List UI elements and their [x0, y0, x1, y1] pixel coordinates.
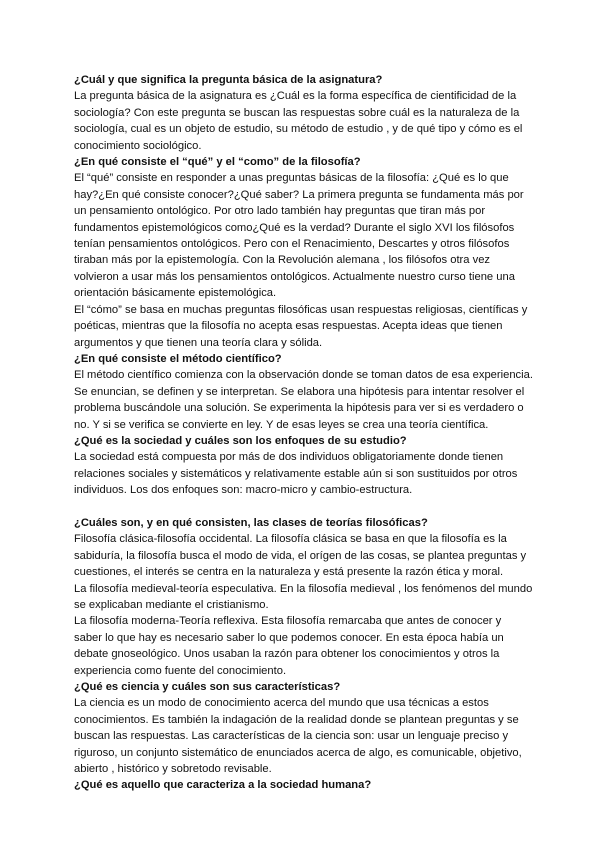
answer-line: poéticas, mientras que la filosofía no acepta esas respuestas. Acepta ideas que tienen	[74, 320, 503, 333]
question-heading: ¿En qué consiste el método científico?	[74, 352, 282, 365]
question-heading: ¿Cuáles son, y en qué consisten, las clases de teorías filosóficas?	[74, 516, 428, 529]
answer-line: un pensamiento ontológico. Por otro lado también hay preguntas que tiran más por	[74, 205, 486, 218]
question-heading: ¿Qué es la sociedad y cuáles son los enfoques de su estudio?	[74, 434, 407, 447]
answer-line: relaciones sociales y sistemáticos y relativamente estable aún si son sustituidos por otros	[74, 467, 518, 480]
answer-line: hay?¿En qué consiste conocer?¿Qué saber? La primera pregunta se fundamenta más por	[74, 188, 524, 201]
question-heading: ¿Qué es ciencia y cuáles son sus características?	[74, 681, 341, 694]
question-heading: ¿Cuál y que significa la pregunta básica de la asignatura?	[74, 74, 383, 86]
answer-line: Filosofía clásica-filosofía occidental. La filosofía clásica se basa en que la filosofía es la	[74, 533, 507, 546]
answer-line: volvieron a usar más los pensamientos ontológicos. Actualmente nuestro curso tiene una	[74, 270, 515, 283]
answer-line: tiraban más por la epistemología. Con la Revolución alemana , los filósofos otra vez	[74, 254, 491, 267]
answer-line: buscan las respuestas. Las características de la ciencia son: usar un lenguaje preciso y	[74, 730, 509, 743]
answer-line: La filosofía medieval-teoría especulativa. En la filosofía medieval , los fenómenos del mundo	[74, 582, 533, 595]
answer-line: La sociedad está compuesta por más de dos individuos obligatoriamente donde tienen	[74, 451, 504, 464]
answer-line: riguroso, un conjunto sistemático de enunciados acerca de algo, es comunicable, objetivo,	[74, 746, 522, 759]
answer-line: saber lo que hay es necesario saber lo que podemos conocer. En esta época había un	[74, 631, 504, 644]
answer-line: orientación básicamente epistemológica.	[74, 287, 277, 300]
answer-line: experiencia como fuente del conocimiento.	[74, 664, 287, 677]
answer-line: El “qué” consiste en responder a unas preguntas básicas de la filosofía: ¿Qué es lo que	[74, 172, 509, 185]
answer-line: Se enuncian, se definen y se interpretan. Se elabora una hipótesis para intentar resolver el	[74, 385, 525, 398]
answer-line: no. Y si se verifica se convierte en ley. Y de esas leyes se crea una teoría científica.	[74, 418, 489, 431]
answer-line: conocimiento sociológico.	[74, 139, 202, 152]
answer-line: El “cómo” se basa en muchas preguntas filosóficas usan respuestas religiosas, científicas y	[74, 303, 528, 316]
answer-line: La pregunta básica de la asignatura es ¿Cuál es la forma específica de cientificidad de la	[74, 90, 517, 103]
answer-line: sabiduría, la filosofía busca el modo de vida, el orígen de las cosas, se plantea preguntas y	[74, 549, 527, 562]
document-body	[74, 72, 534, 794]
answer-line: argumentos y que tienen una teoría clara y sólida.	[74, 336, 323, 349]
answer-line: cuestiones, el interés se centra en la naturaleza y está presente la razón ética y moral.	[74, 566, 504, 579]
answer-line: individuos. Los dos enfoques son: macro-micro y cambio-estructura.	[74, 484, 413, 497]
question-heading: ¿En qué consiste el “qué” y el “como” de la filosofía?	[74, 156, 361, 169]
answer-line: se explicaban mediante el cristianismo.	[74, 598, 269, 611]
answer-line: conocimientos. Es también la indagación de la realidad donde se plantean preguntas y se	[74, 713, 519, 726]
answer-line: La filosofía moderna-Teoría reflexiva. Esta filosofía remarcaba que antes de conocer y	[74, 615, 502, 628]
answer-line: tenían pensamientos ontológicos. Pero con el Renacimiento, Descartes y otros filósofos	[74, 238, 510, 251]
answer-line: El método científico comienza con la observación donde se toman datos de esa experiencia.	[74, 369, 533, 382]
answer-line: sociología, cual es un objeto de estudio, su método de estudio , y de qué tipo y cómo es el	[74, 123, 523, 136]
answer-line: sociología? Con este pregunta se buscan las respuestas sobre cuál es la naturaleza de la	[74, 106, 520, 119]
answer-line: debate gnoseológico. Unos usaban la razón para obtener los conocimientos y otros la	[74, 648, 500, 661]
answer-line: La ciencia es un modo de conocimiento acerca del mundo que usa técnicas a estos	[74, 697, 489, 710]
question-heading: ¿Qué es aquello que caracteriza a la sociedad humana?	[74, 779, 372, 792]
answer-line: problema buscándole una solución. Se experimenta la hipótesis para ver si es verdadero o	[74, 402, 524, 415]
answer-line: abierto , histórico y sobretodo revisable.	[74, 763, 272, 776]
blank-line	[74, 499, 534, 515]
answer-line: fundamentos epistemológicos como¿Qué es la verdad? Durante el siglo XVI los filósofos	[74, 221, 515, 234]
